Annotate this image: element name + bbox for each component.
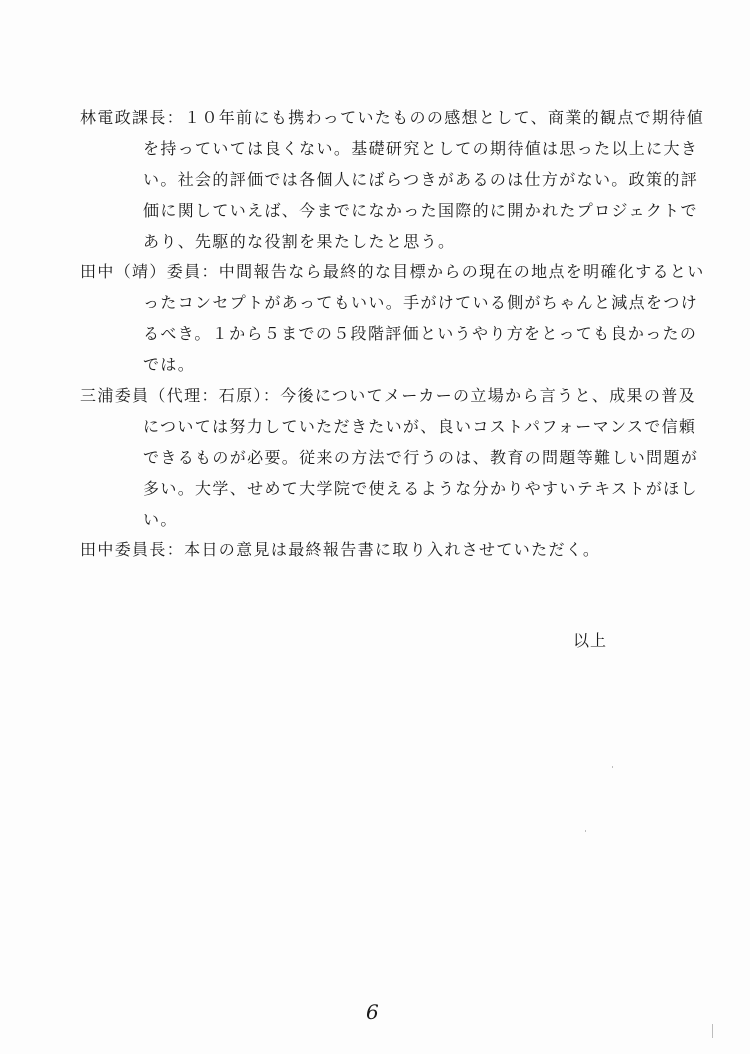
paragraph-1-line-4: 価に関していえば、今までになかった国際的に開かれたプロジェクトで [143,201,698,220]
paragraph-2-line-1: 田中（靖）委員：中間報告なら最終的な目標からの現在の地点を明確化するとい [80,262,705,281]
paragraph-2-line-3: るべき。１から５までの５段階評価というやり方をとっても良かったの [143,324,698,343]
paragraph-3-line-1: 三浦委員（代理：石原）：今後についてメーカーの立場から言うと、成果の普及 [80,386,696,405]
closing-mark: 以上 [573,631,608,650]
scan-speck [712,1024,713,1038]
paragraph-3-line-5: い。 [143,510,178,529]
paragraph-3-line-2: については努力していただきたいが、良いコストパフォーマンスで信頼 [143,417,697,436]
paragraph-1-line-3: い。社会的評価では各個人にばらつきがあるのは仕方がない。政策的評 [143,170,699,189]
page-number: 6 [366,1000,379,1024]
paragraph-2-line-4: では。 [143,355,196,374]
paragraph-4-line-1: 田中委員長：本日の意見は最終報告書に取り入れさせていただく。 [80,540,601,559]
scan-speck [612,766,613,768]
paragraph-2-line-2: ったコンセプトがあってもいい。手がけている側がちゃんと減点をつけ [143,293,699,312]
paragraph-3-line-3: できるものが必要。従来の方法で行うのは、教育の問題等難しい問題が [143,448,699,467]
paragraph-1-line-5: あり、先駆的な役割を果たしたと思う。 [143,232,456,251]
paragraph-1-line-2: を持っていては良くない。基礎研究としての期待値は思った以上に大き [143,139,699,158]
paragraph-3-line-4: 多い。大学、せめて大学院で使えるような分かりやすいテキストがほし [143,479,698,498]
scan-speck [585,830,586,832]
paragraph-1-line-1: 林電政課長：１０年前にも携わっていたものの感想として、商業的観点で期待値 [80,108,705,127]
